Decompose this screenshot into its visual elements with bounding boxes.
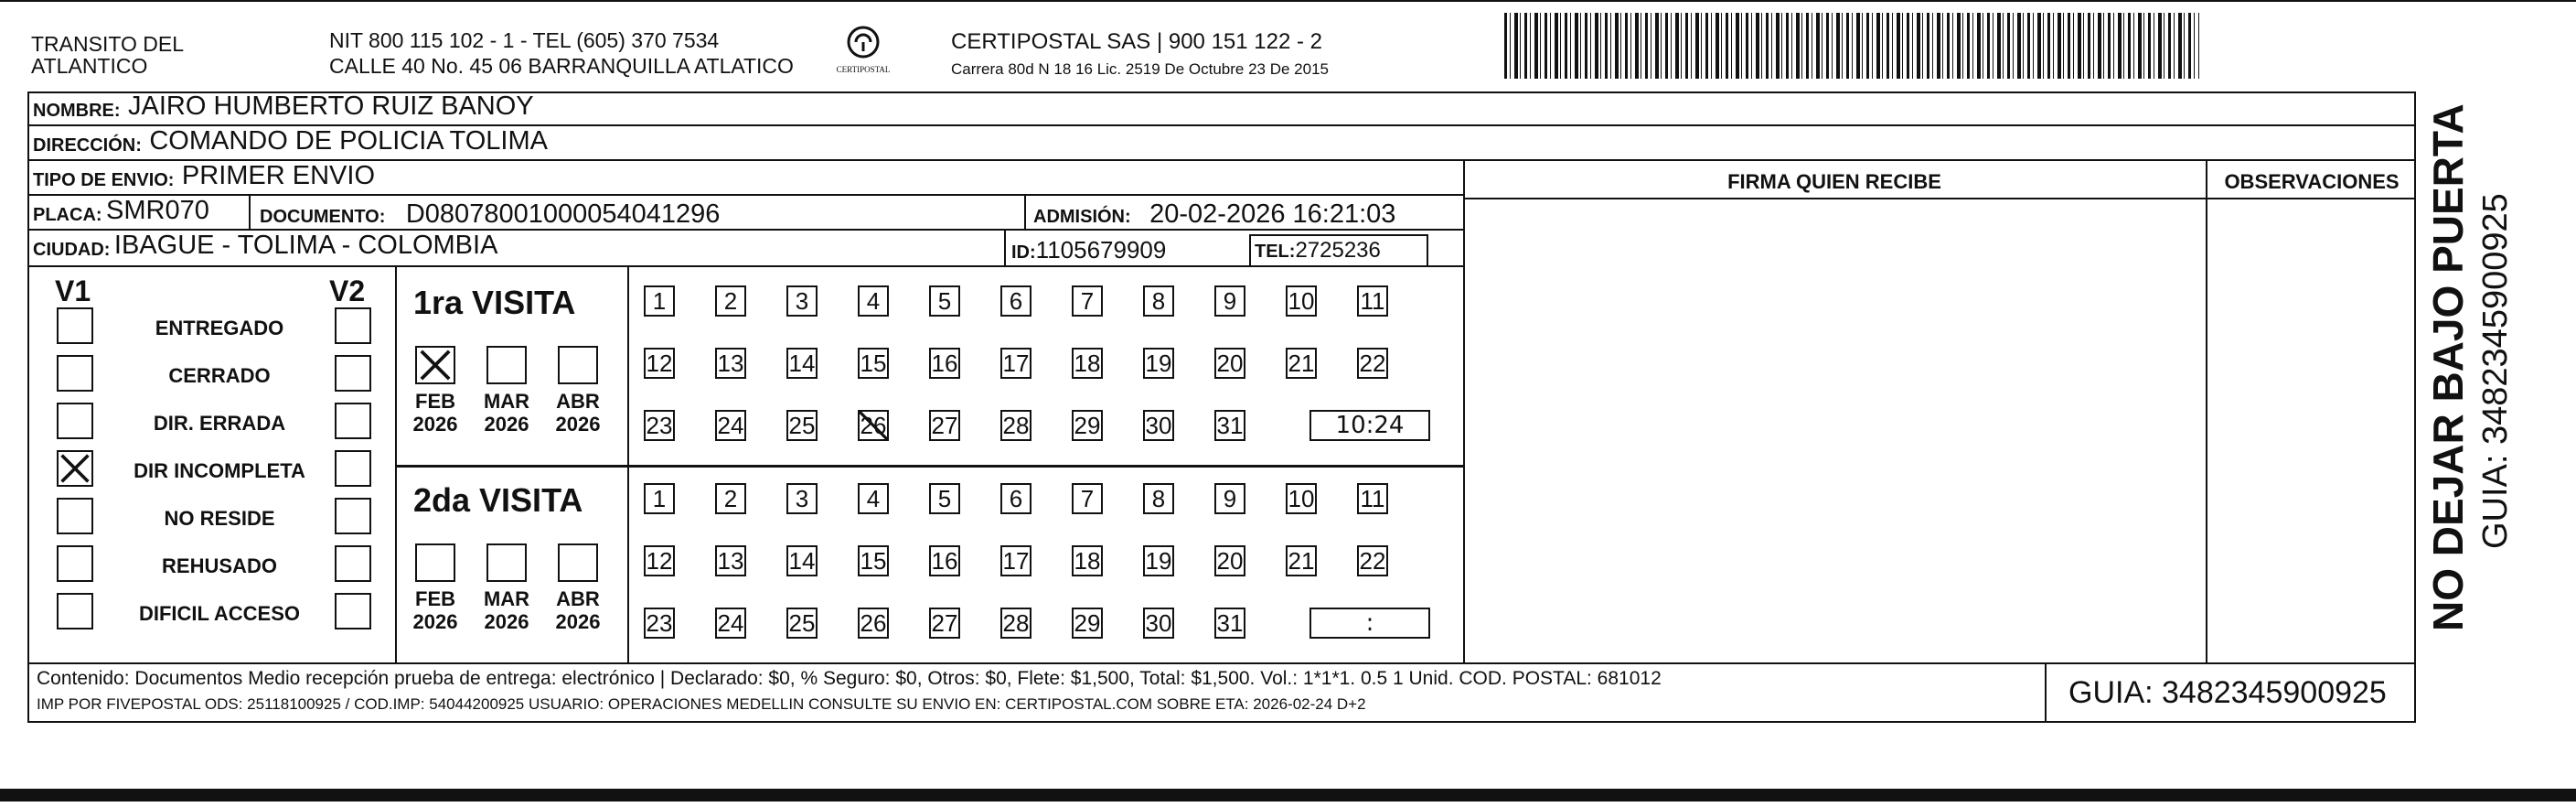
city-row: CIUDAD: IBAGUE - TOLIMA - COLOMBIA: [27, 231, 1463, 267]
type-row: TIPO DE ENVIO: PRIMER ENVIO: [27, 161, 1463, 196]
month-checkbox[interactable]: [415, 346, 455, 384]
day-box[interactable]: 15: [858, 545, 889, 576]
receipt-header-line: [1463, 198, 2416, 199]
day-box[interactable]: 15: [858, 348, 889, 379]
day-box[interactable]: 27: [929, 410, 960, 441]
day-box[interactable]: 19: [1143, 545, 1174, 576]
day-box[interactable]: 30: [1143, 608, 1174, 639]
day-box[interactable]: 1: [644, 285, 675, 317]
month-label: [408, 587, 463, 633]
day-box[interactable]: 2: [715, 483, 746, 514]
sender-contact: [329, 29, 794, 77]
month-checkbox[interactable]: [486, 543, 527, 582]
status-label: ENTREGADO: [155, 317, 284, 339]
status-label: CERRADO: [168, 364, 271, 387]
day-box[interactable]: 27: [929, 608, 960, 639]
visit-title: 1ra VISITA: [413, 284, 576, 321]
certipostal-logo: CERTIPOSTAL: [834, 24, 893, 79]
status-label: REHUSADO: [162, 554, 277, 577]
month-year: 2026: [412, 413, 458, 436]
day-box[interactable]: 28: [1000, 410, 1031, 441]
v1-checkbox[interactable]: [57, 450, 93, 487]
v1-checkbox[interactable]: [57, 498, 93, 534]
day-box[interactable]: 31: [1214, 410, 1245, 441]
day-box[interactable]: 7: [1072, 483, 1103, 514]
plate-divider: [249, 196, 251, 231]
month-name: MAR: [483, 390, 530, 413]
v2-checkbox[interactable]: [335, 355, 371, 392]
side-guia: GUIA: 3482345900925: [2476, 193, 2515, 549]
tel-value: 2725236: [1295, 238, 1381, 263]
day-box[interactable]: 10: [1286, 285, 1317, 317]
visit-title: 2da VISITA: [413, 481, 583, 519]
day-box[interactable]: 14: [786, 545, 818, 576]
day-box[interactable]: 8: [1143, 483, 1174, 514]
check-mark-icon: [417, 348, 454, 382]
day-box[interactable]: 17: [1000, 545, 1031, 576]
company-line: CERTIPOSTAL SAS | 900 151 122 - 2: [951, 29, 1322, 54]
visit-time-box[interactable]: :: [1309, 608, 1430, 639]
v1-checkbox[interactable]: [57, 403, 93, 439]
day-box[interactable]: 31: [1214, 608, 1245, 639]
day-box[interactable]: 6: [1000, 483, 1031, 514]
top-rule: [0, 0, 2576, 2]
day-box[interactable]: 5: [929, 285, 960, 317]
guia-box: GUIA: 3482345900925: [2068, 675, 2387, 710]
day-box[interactable]: 10: [1286, 483, 1317, 514]
tel-field: TEL:2725236: [1255, 238, 1381, 263]
day-box[interactable]: 24: [715, 608, 746, 639]
id-value: 1105679909: [1035, 236, 1167, 264]
bottom-rule: [0, 789, 2576, 802]
day-box[interactable]: 4: [858, 483, 889, 514]
plate-value: SMR070: [106, 196, 209, 225]
observations-header: OBSERVACIONES: [2224, 170, 2400, 193]
day-box[interactable]: 13: [715, 348, 746, 379]
v2-checkbox[interactable]: [335, 307, 371, 344]
admission-field: ADMISIÓN: 20-02-2026 16:21:03: [1033, 199, 1396, 229]
day-box[interactable]: 18: [1072, 545, 1103, 576]
month-label: [408, 390, 463, 436]
month-name: MAR: [483, 587, 530, 610]
footer-divider: [27, 662, 2416, 664]
day-box[interactable]: 9: [1214, 483, 1245, 514]
day-box[interactable]: 9: [1214, 285, 1245, 317]
recipient-address: COMANDO DE POLICIA TOLIMA: [149, 126, 548, 156]
month-year: 2026: [484, 610, 529, 633]
recipient-name: JAIRO HUMBERTO RUIZ BANOY: [128, 91, 534, 121]
name-row: NOMBRE: JAIRO HUMBERTO RUIZ BANOY: [27, 91, 2414, 126]
day-box[interactable]: 22: [1357, 545, 1388, 576]
admission-box: [1024, 196, 1026, 231]
day-box[interactable]: 21: [1286, 545, 1317, 576]
nit-line: NIT 800 115 102 - 1 - TEL (605) 370 7534: [329, 28, 720, 52]
month-checkbox[interactable]: [558, 346, 598, 384]
v2-checkbox[interactable]: [335, 593, 371, 629]
v1-checkbox[interactable]: [57, 355, 93, 392]
day-box[interactable]: 4: [858, 285, 889, 317]
observations-divider: [2206, 161, 2207, 662]
day-box[interactable]: 7: [1072, 285, 1103, 317]
day-box[interactable]: 11: [1357, 285, 1388, 317]
month-checkbox[interactable]: [558, 543, 598, 582]
day-box[interactable]: 25: [786, 608, 818, 639]
day-box[interactable]: 1: [644, 483, 675, 514]
visits-row-divider: [395, 465, 1463, 468]
day-box[interactable]: 20: [1214, 348, 1245, 379]
visit-time-box[interactable]: 10:24: [1309, 410, 1430, 441]
barcode: [1504, 13, 2199, 79]
shipment-type: PRIMER ENVIO: [181, 161, 376, 190]
day-box[interactable]: 23: [644, 608, 675, 639]
month-year: 2026: [555, 413, 601, 436]
address-row: DIRECCIÓN: COMANDO DE POLICIA TOLIMA: [27, 126, 2414, 161]
day-box[interactable]: 28: [1000, 608, 1031, 639]
license-line: Carrera 80d N 18 16 Lic. 2519 De Octubre 23 De 2015: [951, 60, 1329, 78]
day-box[interactable]: 12: [644, 545, 675, 576]
day-box[interactable]: 12: [644, 348, 675, 379]
signature-header: FIRMA QUIEN RECIBE: [1727, 170, 1941, 193]
signature-divider: [1463, 161, 1465, 662]
month-name: ABR: [556, 390, 600, 413]
guia-box-frame: [2045, 662, 2047, 723]
check-mark-icon: [59, 452, 91, 485]
day-box[interactable]: 13: [715, 545, 746, 576]
day-box[interactable]: 21: [1286, 348, 1317, 379]
day-box[interactable]: 17: [1000, 348, 1031, 379]
month-checkbox[interactable]: [415, 543, 455, 582]
month-name: FEB: [415, 587, 455, 610]
company-info: [951, 29, 1329, 79]
v1-checkbox[interactable]: [57, 307, 93, 344]
status-label: DIR. ERRADA: [153, 412, 286, 435]
sender-name: TRANSITO DEL ATLANTICO: [31, 32, 184, 78]
admission-value: 20-02-2026 16:21:03: [1149, 199, 1396, 229]
status-label: DIR INCOMPLETA: [134, 459, 305, 482]
status-label: DIFICIL ACCESO: [138, 602, 300, 625]
month-year: 2026: [412, 610, 458, 633]
month-checkbox[interactable]: [486, 346, 527, 384]
day-box[interactable]: 16: [929, 348, 960, 379]
day-box[interactable]: 16: [929, 545, 960, 576]
day-box[interactable]: 2: [715, 285, 746, 317]
month-label: [550, 587, 605, 633]
day-box[interactable]: 26: [858, 410, 889, 441]
v1-checkbox[interactable]: [57, 593, 93, 629]
v1-label: V1: [55, 274, 91, 307]
month-label: [479, 390, 534, 436]
id-field: ID:1105679909: [1011, 236, 1167, 264]
month-name: FEB: [415, 390, 455, 413]
id-divider: [1004, 231, 1006, 267]
day-box[interactable]: 29: [1072, 608, 1103, 639]
day-box[interactable]: 3: [786, 483, 818, 514]
document-value: D08078001000054041296: [405, 199, 721, 229]
v2-checkbox[interactable]: [335, 498, 371, 534]
status-label: NO RESIDE: [164, 507, 275, 530]
v2-checkbox[interactable]: [335, 450, 371, 487]
day-box[interactable]: 22: [1357, 348, 1388, 379]
address-line: CALLE 40 No. 45 06 BARRANQUILLA ATLATICO: [329, 54, 794, 78]
day-box[interactable]: 20: [1214, 545, 1245, 576]
city-value: IBAGUE - TOLIMA - COLOMBIA: [113, 231, 498, 260]
day-box[interactable]: 3: [786, 285, 818, 317]
month-label: [479, 587, 534, 633]
month-name: ABR: [556, 587, 600, 610]
day-box[interactable]: 11: [1357, 483, 1388, 514]
document-field: DOCUMENTO: D08078001000054041296: [260, 199, 721, 229]
certipostal-logo-icon: [845, 24, 882, 60]
v1-checkbox[interactable]: [57, 545, 93, 582]
day-box[interactable]: 19: [1143, 348, 1174, 379]
day-box[interactable]: 26: [858, 608, 889, 639]
day-box[interactable]: 25: [786, 410, 818, 441]
v2-label: V2: [329, 274, 366, 307]
day-box[interactable]: 24: [715, 410, 746, 441]
plate-row: PLACA: SMR070: [27, 196, 1463, 231]
side-warning: NO DEJAR BAJO PUERTA: [2424, 103, 2472, 631]
month-year: 2026: [555, 610, 601, 633]
day-box[interactable]: 18: [1072, 348, 1103, 379]
imp-line: IMP POR FIVEPOSTAL ODS: 25118100925 / COD.IMP: 54044200925 USUARIO: OPERACIONES MEDELLIN CONSULTE SU ENVIO EN: CERTIPOSTAL.COM SOBRE ETA: 2026-02-24 D+2: [37, 695, 1366, 713]
day-box[interactable]: 23: [644, 410, 675, 441]
day-box[interactable]: 14: [786, 348, 818, 379]
day-box[interactable]: 29: [1072, 410, 1103, 441]
month-year: 2026: [484, 413, 529, 436]
content-line: Contenido: Documentos Medio recepción prueba de entrega: electrónico | Declarado: $0, % Seguro: $0, Otros: $0, Flete: $1,500, Total: $1,500. Vol.: 1*1*1. 0.5 1 Unid. COD. POSTAL: 681012: [37, 668, 1662, 689]
day-box[interactable]: 6: [1000, 285, 1031, 317]
v2-checkbox[interactable]: [335, 403, 371, 439]
v2-checkbox[interactable]: [335, 545, 371, 582]
month-label: [550, 390, 605, 436]
day-box[interactable]: 5: [929, 483, 960, 514]
day-box[interactable]: 8: [1143, 285, 1174, 317]
day-box[interactable]: 30: [1143, 410, 1174, 441]
